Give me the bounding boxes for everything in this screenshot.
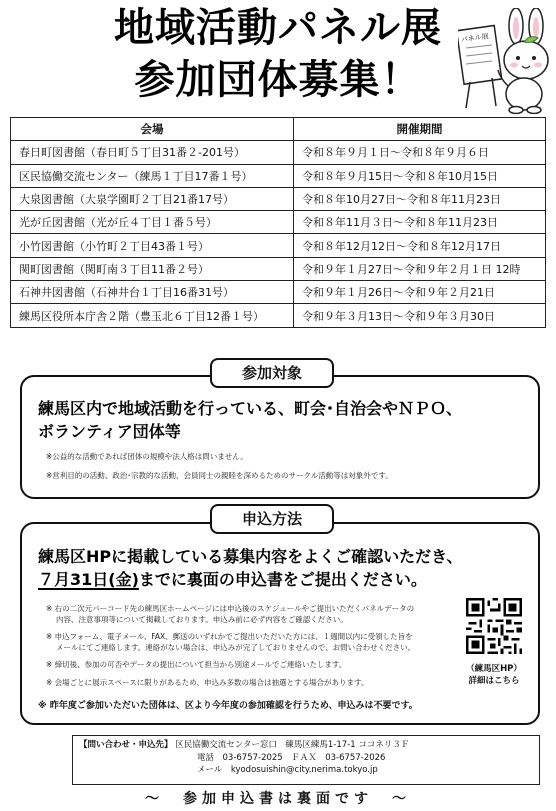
application-deadline: ７月31日(金) [38,570,139,589]
page-title-line1: 地域活動パネル展 [114,5,442,51]
period-cell: 令和８年10月27日～令和８年11月23日 [294,187,546,210]
table-row [11,164,546,187]
period-cell: 令和９年１月26日～令和９年２月21日 [294,281,546,304]
contact-box [72,735,540,785]
application-line2 [38,569,427,591]
venue-cell: 石神井図書館（石神井台１丁目16番31号） [11,281,294,304]
period-cell: 令和９年１月27日～令和９年２月１日 12時 [294,257,546,280]
period-cell: 令和８年11月３日～令和８年11月23日 [294,211,546,234]
period-cell: 令和８年９月15日～令和８年10月15日 [294,164,546,187]
contact-address: 区民協働交流センター窓口 練馬区練馬1-17-1 ココネリ３Ｆ [175,740,410,750]
table-row [11,257,546,280]
qr-caption [452,663,536,687]
application-note: メールにてご連絡します。連絡がない場合は、申込みが完了しておりませんので、お問い合わせください。 [56,643,416,652]
contact-phone: 電話 03-6757-2025 ＦＡＸ 03-6757-2026 [197,752,386,763]
table-header-row [11,118,546,141]
venue-cell: 光が丘図書館（光が丘４丁目１番５号） [11,211,294,234]
period-cell: 令和９年３月13日～令和９年３月30日 [294,304,546,327]
application-note: ※ 右の二次元バーコード先の練馬区ホームページには申込後のスケジュールやご提出いただくパネルデータの [46,604,415,613]
table-row [11,187,546,210]
participants-note1: ※公益的な活動であれば団体の規模や法人格は問いません。 [46,452,248,461]
application-note: ※ 申込フォーム、電子メール、FAX、郵送のいずれかでご提出いただいた方には、１週間以内に受領した旨を [46,632,413,641]
mascot-illustration [458,8,554,114]
application-line1: 練馬区HPに掲載している募集内容をよくご確認いただき、 [38,547,463,566]
contact-email[interactable]: メール kyodosuishin@city.nerima.tokyo.jp [197,765,378,775]
participants-line1: 練馬区内で地域活動を行っている、町会･自治会やＮＰＯ、 [38,399,463,418]
table-row [11,211,546,234]
qr-code[interactable] [466,598,522,654]
qr-caption-line2: 詳細はこちら [468,676,520,686]
table-row [11,304,546,327]
footer-note: ～ 参加申込書は裏面です ～ [145,791,411,807]
venue-cell: 大泉図書館（大泉学園町２丁目21番17号） [11,187,294,210]
application-line2-rest: までに裏面の申込書をご提出ください。 [138,570,427,589]
mascot-sign-text: パネル展 [460,32,490,45]
participants-label: 参加対象 [210,358,334,388]
table-header-venue: 会場 [11,118,294,141]
table-header-period: 開催期間 [294,118,546,141]
venue-cell: 小竹図書館（小竹町２丁目43番１号） [11,234,294,257]
period-cell: 令和８年９月１日～令和８年９月６日 [294,141,546,164]
participants-note2: ※営利目的の活動、政治･宗教的な活動、会員同士の親睦を深めるためのサークル活動等は対象外です。 [46,471,393,480]
venue-cell: 春日町図書館（春日町５丁目31番２-201号） [11,141,294,164]
period-cell: 令和８年12月12日～令和８年12月17日 [294,234,546,257]
application-note: 内容、注意事項等について掲載しております。申込み前に必ず内容をご確認ください。 [56,615,348,624]
participants-line2: ボランティア団体等 [38,422,181,441]
schedule-table [10,117,546,328]
contact-label: 【問い合わせ・申込先】 [79,740,173,750]
contact-row-address [79,739,533,752]
application-note: ※ 締切後、参加の可否やデータの提出について担当から別途メールでご連絡いたします。 [46,660,347,669]
previous-participant-note: ※ 昨年度ご参加いただいた団体は、区より今年度の参加確認を行うため、申込みは不要です。 [38,701,418,711]
application-note: ※ 会場ごとに展示スペースに限りがあるため、申込み多数の場合は抽選とする場合があります。 [46,678,369,687]
page-title-line2: 参加団体募集！ [134,57,422,103]
table-row [11,281,546,304]
application-label: 申込方法 [210,504,334,534]
table-row [11,141,546,164]
qr-caption-line1: （練馬区HP） [466,664,522,674]
table-row [11,234,546,257]
venue-cell: 関町図書館（関町南３丁目11番２号） [11,257,294,280]
venue-cell: 区民協働交流センター（練馬１丁目17番１号） [11,164,294,187]
venue-cell: 練馬区役所本庁舎２階（豊玉北６丁目12番１号） [11,304,294,327]
